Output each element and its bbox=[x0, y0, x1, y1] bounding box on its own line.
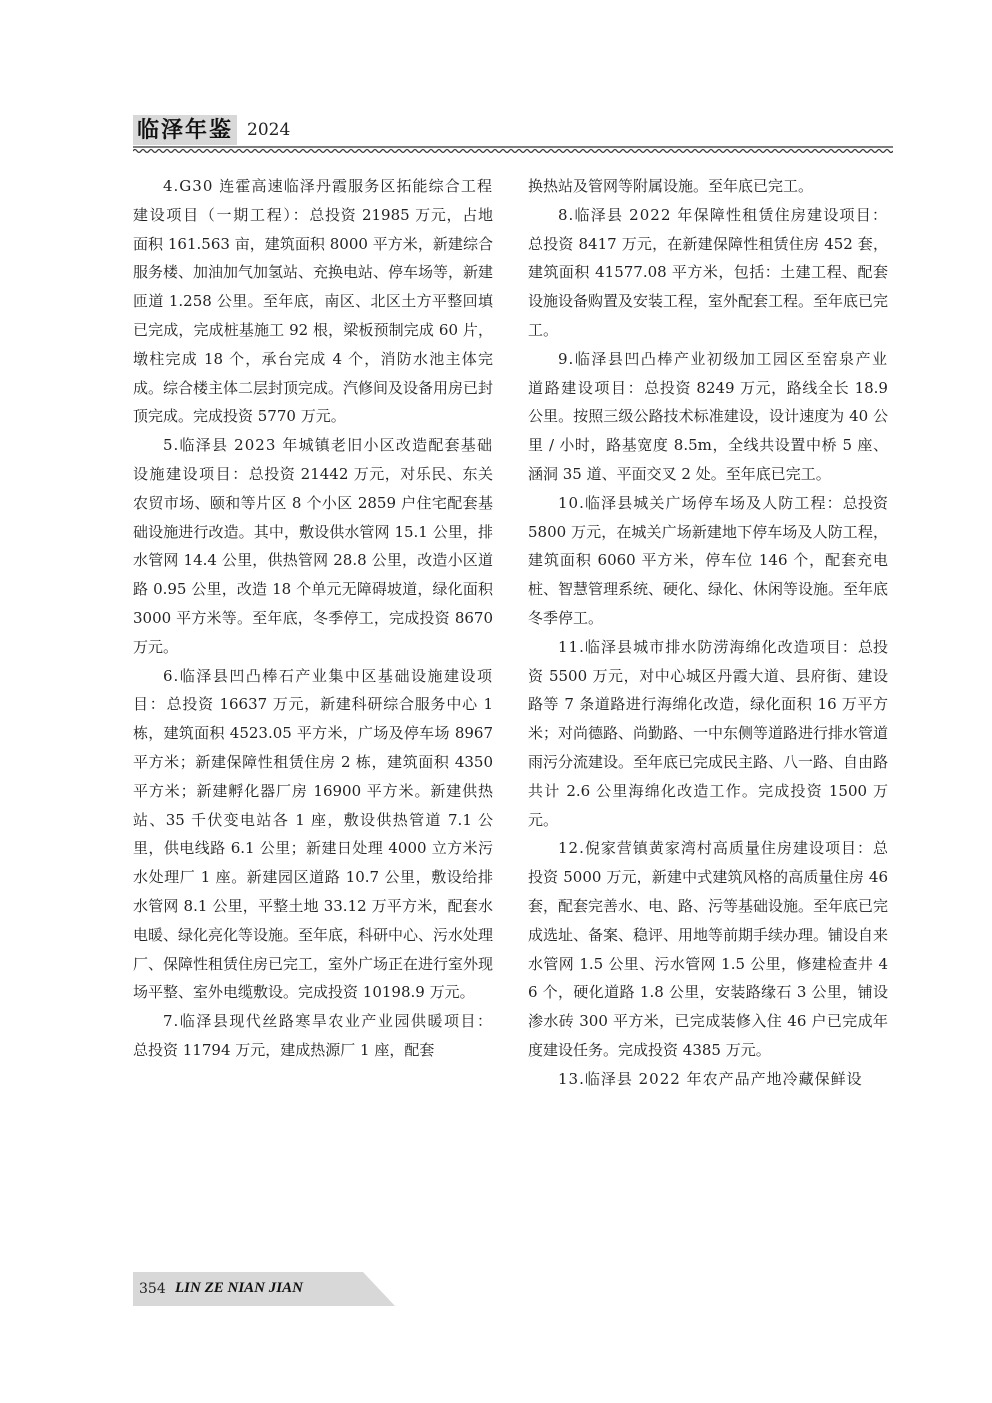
right-column bbox=[528, 172, 888, 1094]
project-body: 总投资 5800 万元，在城关广场新建地下停车场及人防工程，建筑面积 6060 平方米，停车位 146 个，配套充电桩、智慧管理系统、硬化、绿化、休闲等设施。至年底冬季停工。 bbox=[528, 493, 889, 627]
project-paragraph-8 bbox=[528, 201, 888, 345]
project-paragraph-7-continued bbox=[528, 172, 888, 201]
project-title: 10.临泽县城关广场停车场及人防工程： bbox=[558, 493, 843, 512]
page-header bbox=[133, 115, 893, 155]
project-paragraph-10 bbox=[528, 489, 888, 633]
footer-title: LIN ZE NIAN JIAN bbox=[175, 1280, 303, 1296]
page-number: 354 bbox=[139, 1281, 166, 1297]
project-title: 5.临泽县 2023 年城镇老旧小区改造配套基础设施建设项目： bbox=[133, 436, 493, 483]
project-title: 11.临泽县城市排水防涝海绵化改造项目： bbox=[558, 637, 858, 656]
project-body: 总投资 5000 万元，新建中式建筑风格的高质量住房 46 套，配套完善水、电、路、污等基础设施。至年底已完成选址、备案、稳评、用地等前期手续办理。铺设自来水管网 1.5 公里、污水管网 1.5 公里，修建检查井 46 个，硬化道路 1.8 公里，安装路缘石 3 公里，铺设渗水砖 300 平方米，已完成装修入住 46 户已完成年度建设任务。完成投资 4385 万元。 bbox=[528, 839, 889, 1059]
project-title: 6.临泽县凹凸棒石产业集中区基础设施建设项目： bbox=[133, 666, 493, 714]
header-wavy-rule bbox=[133, 145, 893, 155]
project-body: 总投资 16637 万元，新建科研综合服务中心 1 栋，建筑面积 4523.05 平方米，广场及停车场 8967 平方米；新建保障性租赁住房 2 栋，建筑面积 4350 平方米；新建孵化器厂房 16900 平方米。新建供热站、35 千伏变电站各 1 座，敷设供热管道 7.1 公里，供电线路 6.1 公里；新建日处理 4000 立方米污水处理厂 1 座。新建园区道路 10.7 公里，敷设给排水管网 8.1 公里，平整土地 33.12 万平方米，配套水电暖、绿化亮化等设施。至年底，科研中心、污水处理厂、保障性租赁住房已完工，室外广场正在进行室外现场平整、室外电缆敷设。完成投资 10198.9 万元。 bbox=[133, 695, 494, 1002]
project-body: 总投资 21442 万元，对乐民、东关农贸市场、颐和等片区 8 个小区 2859 户住宅配套基础设施进行改造。其中，敷设供水管网 15.1 公里，排水管网 14.4 公里，供热管网 28.8 公里，改造小区道路 0.95 公里，改造 18 个单元无障碍坡道，绿化面积 3000 平方米等。至年底，冬季停工，完成投资 8670 万元。 bbox=[133, 464, 493, 656]
project-body: 总投资 21985 万元，占地面积 161.563 亩，建筑面积 8000 平方米，新建综合服务楼、加油加气加氢站、充换电站、停车场等，新建匝道 1.258 公里。至年底，南区、北区土方平整回填已完成，完成桩基施工 92 根，梁板预制完成 60 片，墩柱完成 18 个，承台完成 4 个，消防水池主体完成。综合楼主体二层封顶完成。汽修间及设备用房已封顶完成。完成投资 5770 万元。 bbox=[133, 205, 494, 426]
project-paragraph-5 bbox=[133, 431, 493, 661]
project-title: 13.临泽县 2022 年农产品产地冷藏保鲜设 bbox=[558, 1069, 863, 1088]
project-title: 4.G30 连霍高速临泽丹霞服务区拓能综合工程建设项目（一期工程）： bbox=[133, 177, 493, 224]
project-body: 总投资 11794 万元，建成热源厂 1 座，配套 bbox=[133, 1040, 435, 1059]
project-title: 7.临泽县现代丝路寒旱农业产业园供暖项目： bbox=[163, 1012, 493, 1031]
project-body: 换热站及管网等附属设施。至年底已完工。 bbox=[528, 177, 814, 195]
project-title: 12.倪家营镇黄家湾村高质量住房建设项目： bbox=[558, 839, 873, 858]
project-body: 总投资 5500 万元，对中心城区丹霞大道、县府街、建设路等 7 条道路进行海绵化改造，绿化面积 16 万平方米；对尚德路、尚勤路、一中东侧等道路进行排水管道雨污分流建设。至年底已完成民主路、八一路、自由路共计 2.6 公里海绵化改造工作。完成投资 1500 万元。 bbox=[528, 637, 889, 829]
project-paragraph-11 bbox=[528, 633, 888, 835]
yearbook-year: 2024 bbox=[247, 120, 291, 140]
project-paragraph-12 bbox=[528, 834, 888, 1064]
project-paragraph-13 bbox=[528, 1065, 888, 1094]
project-paragraph-6 bbox=[133, 662, 493, 1008]
project-title: 8.临泽县 2022 年保障性租赁住房建设项目： bbox=[558, 205, 888, 224]
project-body: 总投资 8249 万元，路线全长 18.9 公里。按照三级公路技术标准建设，设计速度为 40 公里 / 小时，路基宽度 8.5m，全线共设置中桥 5 座、涵洞 35 道、平面交叉 2 处。至年底已完工。 bbox=[528, 378, 888, 483]
project-title: 9.临泽县凹凸棒产业初级加工园区至窑泉产业道路建设项目： bbox=[528, 349, 888, 397]
project-paragraph-4 bbox=[133, 172, 493, 431]
project-paragraph-9 bbox=[528, 345, 888, 489]
left-column bbox=[133, 172, 493, 1065]
project-body: 总投资 8417 万元，在新建保障性租赁住房 452 套，建筑面积 41577.08 平方米，包括：土建工程、配套设施设备购置及安装工程，室外配套工程。至年底已完工。 bbox=[528, 234, 889, 339]
yearbook-title: 临泽年鉴 bbox=[133, 115, 237, 145]
project-paragraph-7 bbox=[133, 1007, 493, 1065]
page-footer bbox=[133, 1272, 403, 1306]
